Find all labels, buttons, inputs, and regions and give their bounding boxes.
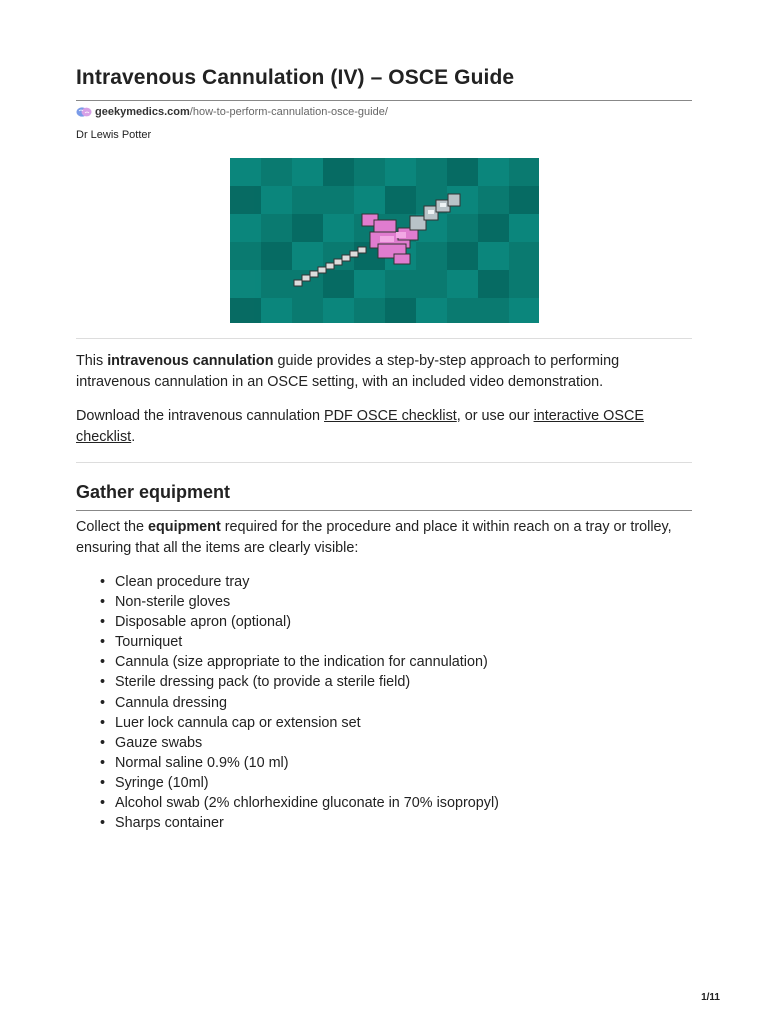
intro-bold: intravenous cannulation (107, 353, 274, 369)
list-item (98, 733, 692, 753)
bullet-icon: • (100, 654, 106, 671)
list-item (98, 753, 692, 773)
list-item-label: Clean procedure tray (115, 574, 250, 590)
list-item (98, 652, 692, 672)
download-text-middle: , or use our (456, 408, 534, 424)
list-item-label: Tourniquet (115, 634, 183, 651)
source-domain-link[interactable]: geekymedics.com (95, 106, 190, 118)
list-item (98, 693, 692, 713)
list-item (98, 592, 692, 612)
separator-1 (76, 338, 692, 339)
equipment-text: Collect the (76, 519, 148, 535)
bullet-icon: • (100, 795, 106, 812)
bullet-icon: • (100, 594, 106, 611)
bullet-icon: • (100, 694, 106, 711)
list-item-label: Cannula dressing (115, 694, 227, 711)
page-title: Intravenous Cannulation (IV) – OSCE Guide (76, 66, 515, 89)
list-item (98, 793, 692, 813)
bullet-icon: • (100, 815, 106, 832)
list-item-label: Luer lock cannula cap or extension set (115, 714, 361, 731)
equipment-text-rest: required for the procedure and place it within reach on a tray or trolley, ensuring that all the items are clearly visible: (76, 519, 672, 556)
bullet-icon: • (100, 734, 106, 751)
list-item (98, 773, 692, 793)
bullet-icon: • (100, 614, 106, 631)
bullet-icon: • (100, 754, 106, 771)
list-item (98, 632, 692, 652)
equipment-bold: equipment (148, 519, 221, 535)
pdf-checklist-link[interactable]: PDF OSCE checklist (324, 408, 457, 424)
list-item-label: Alcohol swab (2% chlorhexidine gluconate in 70% isopropyl) (115, 795, 499, 812)
download-text: Download the intravenous cannulation (76, 408, 325, 424)
list-item-label: Cannula (size appropriate to the indication for cannulation) (115, 654, 488, 671)
list-item (98, 672, 692, 692)
list-item-label: Sharps container (115, 815, 224, 832)
source-path: /how-to-perform-cannulation-osce-guide/ (189, 106, 388, 118)
bullet-icon: • (100, 674, 106, 691)
list-item (98, 572, 692, 592)
equipment-list (98, 572, 692, 833)
list-item-label: Sterile dressing pack (to provide a sterile field) (115, 674, 411, 691)
list-item-label: Normal saline 0.9% (10 ml) (115, 754, 289, 771)
bullet-icon: • (100, 714, 106, 731)
download-paragraph (76, 406, 692, 447)
section-divider (76, 510, 692, 511)
list-item (98, 713, 692, 733)
brain-logo-icon (76, 106, 92, 118)
intro-paragraph (76, 351, 692, 392)
list-item-label: Disposable apron (optional) (115, 614, 291, 631)
section-heading: Gather equipment (76, 482, 231, 502)
intro-text-rest: guide provides a step-by-step approach to performing intravenous cannulation in an OSCE setting, with an included video demonstration. (76, 353, 620, 390)
page-number: 1/11 (701, 992, 720, 1003)
bullet-icon: • (100, 574, 106, 590)
equipment-paragraph (76, 517, 692, 558)
pixel-cannula-icon (230, 158, 539, 323)
list-item-label: Gauze swabs (115, 734, 203, 751)
list-item-label: Syringe (10ml) (115, 774, 209, 791)
list-item (98, 813, 692, 833)
interactive-checklist-link[interactable]: interactive OSCE checklist (76, 408, 644, 445)
source-line (76, 106, 388, 118)
author-name: Dr Lewis Potter (76, 129, 152, 141)
title-divider (76, 100, 692, 101)
bullet-icon: • (100, 634, 106, 651)
list-item (98, 612, 692, 632)
download-text-end: . (131, 428, 136, 445)
separator-2 (76, 462, 692, 463)
intro-text: This (76, 353, 108, 369)
bullet-icon: • (100, 774, 106, 791)
list-item-label: Non-sterile gloves (115, 594, 231, 611)
